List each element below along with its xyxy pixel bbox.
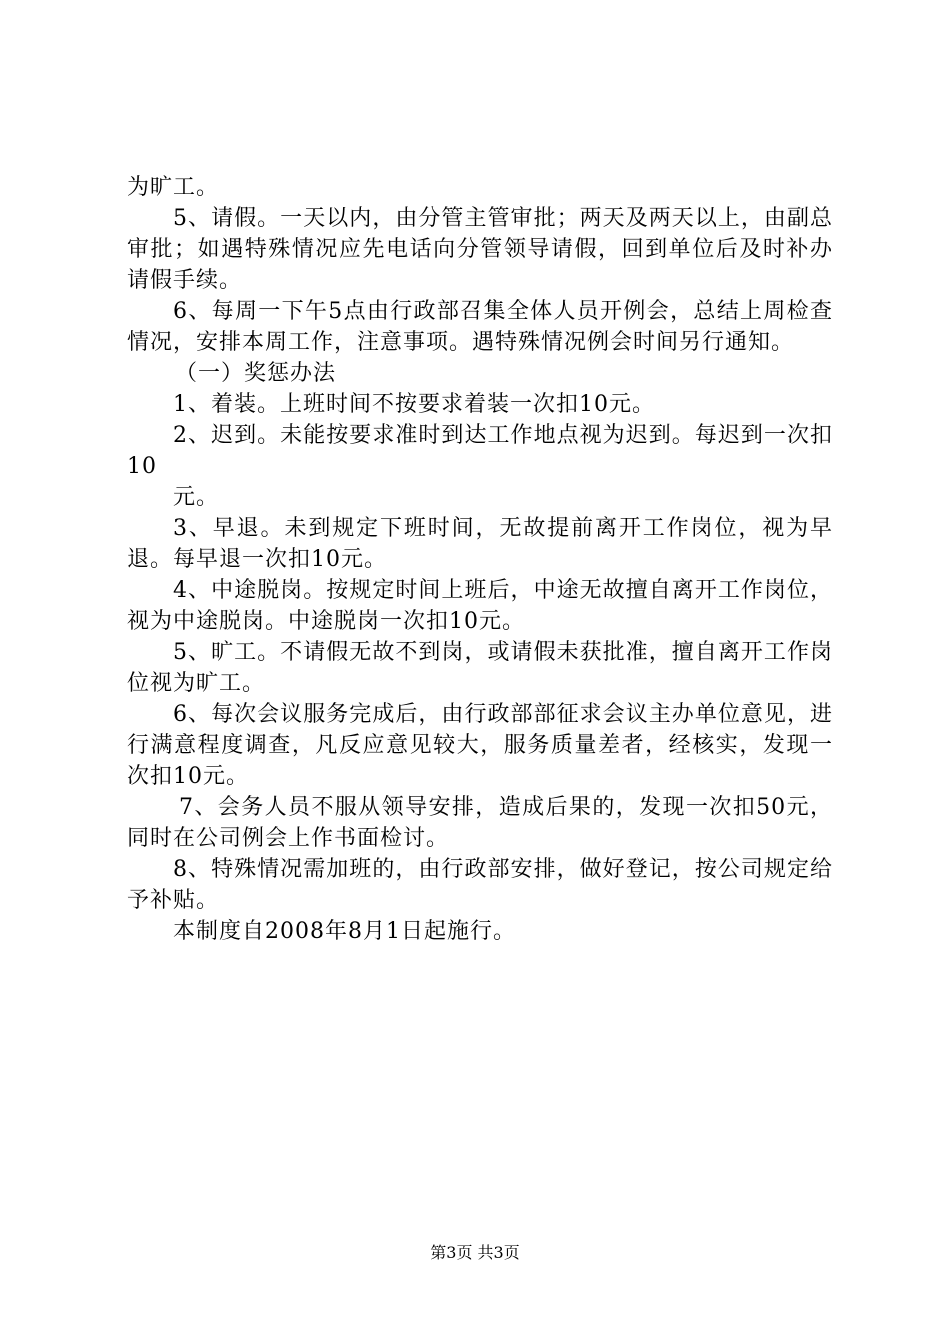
paragraph-disobedience: 7、会务人员不服从领导安排，造成后果的，发现一次扣50元，同时在公司例会上作书面检讨。 xyxy=(127,795,833,851)
paragraph-leaving-post: 4、中途脱岗。按规定时间上班后，中途无故擅自离开工作岗位，视为中途脱岗。中途脱岗一次扣10元。 xyxy=(127,578,833,634)
paragraph-absenteeism: 5、旷工。不请假无故不到岗，或请假未获批准，擅自离开工作岗位视为旷工。 xyxy=(127,640,833,696)
page-footer xyxy=(0,1243,950,1263)
paragraph-leave-request: 5、请假。一天以内，由分管主管审批；两天及两天以上，由副总审批；如遇特殊情况应先电话向分管领导请假，回到单位后及时补办请假手续。 xyxy=(127,206,833,293)
paragraph-late-arrival: 2、迟到。未能按要求准时到达工作地点视为迟到。每迟到一次扣10 xyxy=(127,423,833,479)
page-number: 第3页 共3页 xyxy=(430,1243,520,1262)
paragraph-overtime: 8、特殊情况需加班的，由行政部安排，做好登记，按公司规定给予补贴。 xyxy=(127,857,833,913)
paragraph-service-feedback: 6、每次会议服务完成后，由行政部部征求会议主办单位意见，进行满意程度调查，凡反应意见较大，服务质量差者，经核实，发现一次扣10元。 xyxy=(127,702,833,789)
document-body xyxy=(127,172,833,947)
paragraph-effective-date: 本制度自2008年8月1日起施行。 xyxy=(173,919,516,944)
paragraph-dress-code: 1、着装。上班时间不按要求着装一次扣10元。 xyxy=(173,392,655,417)
paragraph-late-arrival-tail: 元。 xyxy=(173,485,220,510)
paragraph-continuation: 为旷工。 xyxy=(127,175,220,200)
section-heading-rewards-penalties: （一）奖惩办法 xyxy=(175,361,337,386)
paragraph-early-leave: 3、早退。未到规定下班时间，无故提前离开工作岗位，视为早退。每早退一次扣10元。 xyxy=(127,516,833,572)
paragraph-weekly-meeting: 6、每周一下午5点由行政部召集全体人员开例会，总结上周检查情况，安排本周工作，注意事项。遇特殊情况例会时间另行通知。 xyxy=(127,299,833,355)
